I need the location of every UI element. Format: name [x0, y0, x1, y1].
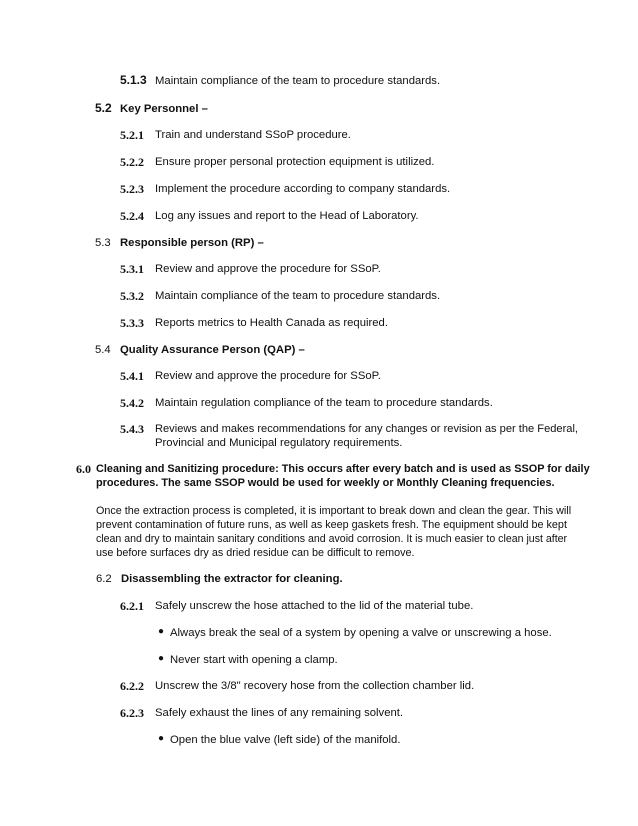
- section-heading-6-0-line2: procedures. The same SSOP would be used for weekly or Monthly Cleaning frequencies.: [96, 477, 555, 489]
- section-text-5-4-1: Review and approve the procedure for SSoP.: [155, 370, 381, 382]
- section-number-5-1-3: 5.1.3: [120, 73, 147, 87]
- section-text-6-2-1: Safely unscrew the hose attached to the lid of the material tube.: [155, 600, 474, 612]
- bullet-icon: ●: [158, 733, 165, 744]
- section-number-5-2: 5.2: [95, 101, 112, 115]
- section-text-5-4-3-line1: Reviews and makes recommendations for any changes or revision as per the Federal,: [155, 423, 579, 435]
- section-number-5-2-4: 5.2.4: [120, 209, 144, 223]
- section-text-5-3-3: Reports metrics to Health Canada as required.: [155, 317, 388, 329]
- section-number-5-4: 5.4: [95, 344, 111, 356]
- bullet-text-2: Never start with opening a clamp.: [170, 654, 338, 666]
- bullet-icon: ●: [158, 653, 165, 664]
- intro-line-2: prevent contamination of future runs, as well as keep gaskets fresh. The equipment should be kept: [96, 519, 567, 531]
- section-text-5-2-4: Log any issues and report to the Head of Laboratory.: [155, 210, 419, 222]
- section-number-5-4-2: 5.4.2: [120, 396, 144, 410]
- section-heading-6-2: Disassembling the extractor for cleaning.: [121, 573, 343, 585]
- section-text-5-4-3-line2: Provincial and Municipal regulatory requirements.: [155, 437, 403, 449]
- section-number-5-2-1: 5.2.1: [120, 128, 144, 142]
- section-text-5-3-2: Maintain compliance of the team to procedure standards.: [155, 290, 441, 302]
- section-number-5-4-3: 5.4.3: [120, 422, 144, 436]
- section-number-6-2-1: 6.2.1: [120, 599, 144, 613]
- section-number-5-3-1: 5.3.1: [120, 262, 144, 276]
- section-number-5-3-2: 5.3.2: [120, 289, 144, 303]
- section-number-6-2-2: 6.2.2: [120, 679, 144, 693]
- intro-line-1: Once the extraction process is completed, it is important to break down and clean the gear. This will: [96, 505, 572, 517]
- bullet-text-1: Always break the seal of a system by opening a valve or unscrewing a hose.: [170, 627, 552, 639]
- section-text-5-2-2: Ensure proper personal protection equipment is utilized.: [155, 156, 435, 168]
- section-number-5-4-1: 5.4.1: [120, 369, 144, 383]
- section-text-5-4-2: Maintain regulation compliance of the team to procedure standards.: [155, 397, 493, 409]
- section-heading-5-4: Quality Assurance Person (QAP) –: [120, 344, 305, 356]
- section-text-5-2-1: Train and understand SSoP procedure.: [155, 129, 351, 141]
- intro-line-3: clean and dry to maintain sanitary conditions and avoid corrosion. It is much easier to clean just after: [96, 533, 568, 545]
- section-number-5-3: 5.3: [95, 237, 111, 249]
- section-number-5-2-3: 5.2.3: [120, 182, 144, 196]
- section-text-5-3-1: Review and approve the procedure for SSoP.: [155, 263, 381, 275]
- section-heading-6-0-line1: Cleaning and Sanitizing procedure: This occurs after every batch and is used as SSOP for daily: [96, 463, 590, 475]
- section-text-5-2-3: Implement the procedure according to company standards.: [155, 183, 451, 195]
- section-number-5-3-3: 5.3.3: [120, 316, 144, 330]
- section-heading-5-2: Key Personnel –: [120, 103, 208, 115]
- intro-line-4: use before surfaces dry as dried residue can be difficult to remove.: [96, 547, 415, 559]
- section-text-5-1-3: Maintain compliance of the team to procedure standards.: [155, 75, 441, 87]
- bullet-text-3: Open the blue valve (left side) of the manifold.: [170, 734, 401, 746]
- section-heading-5-3: Responsible person (RP) –: [120, 237, 264, 249]
- section-text-6-2-2: Unscrew the 3/8" recovery hose from the collection chamber lid.: [155, 680, 475, 692]
- bullet-icon: ●: [158, 626, 165, 637]
- section-number-6-2: 6.2: [96, 573, 112, 585]
- section-number-6-0: 6.0: [76, 462, 91, 476]
- section-number-6-2-3: 6.2.3: [120, 706, 144, 720]
- section-text-6-2-3: Safely exhaust the lines of any remaining solvent.: [155, 707, 404, 719]
- section-number-5-2-2: 5.2.2: [120, 155, 144, 169]
